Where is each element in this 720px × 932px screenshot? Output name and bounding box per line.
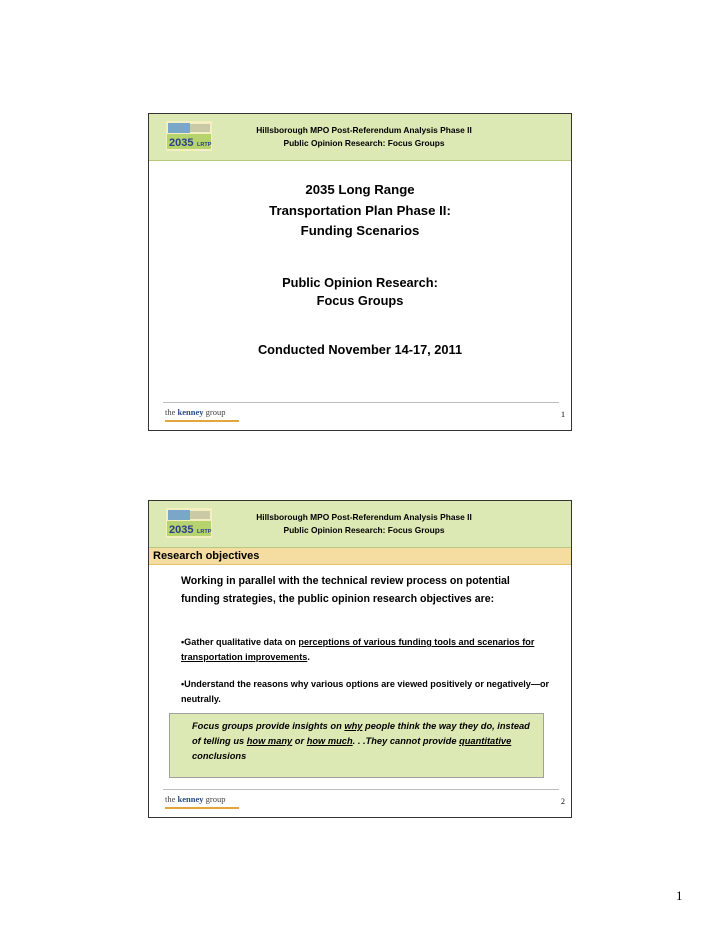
slide-page-number: 2 xyxy=(561,797,565,806)
brand-suffix: group xyxy=(203,794,226,804)
title-line: 2035 Long Range xyxy=(305,182,415,197)
brand-underline xyxy=(165,420,239,422)
bullet-text: . xyxy=(307,652,310,662)
header-title: Hillsborough MPO Post-Referendum Analysis Phase II xyxy=(256,125,472,135)
brand-suffix: group xyxy=(203,407,226,417)
section-heading: Research objectives xyxy=(149,548,571,565)
header-subtitle: Public Opinion Research: Focus Groups xyxy=(283,525,445,535)
footer-divider xyxy=(163,789,559,790)
callout-text: people think the way they do, instead of telling us xyxy=(192,721,530,746)
intro-paragraph: Working in parallel with the technical review process on potential funding strategies, the public opinion research objectives are: xyxy=(181,575,510,605)
header-title: Hillsborough MPO Post-Referendum Analysis Phase II xyxy=(256,512,472,522)
emphasis-why: why xyxy=(344,721,363,731)
bullet-item xyxy=(181,635,553,665)
brand-bold: kenney xyxy=(177,407,204,417)
brand-bold: kenney xyxy=(177,794,204,804)
slide-subtitle xyxy=(149,274,571,309)
subtitle-line: Public Opinion Research: xyxy=(282,275,438,290)
brand-underline xyxy=(165,807,239,809)
svg-text:LRTP: LRTP xyxy=(197,142,212,148)
svg-text:2035: 2035 xyxy=(169,137,194,149)
callout-text: conclusions xyxy=(192,751,247,761)
callout-text: or xyxy=(292,736,307,746)
slide-page-number: 1 xyxy=(561,410,565,419)
title-line: Funding Scenarios xyxy=(300,223,420,238)
slide-title xyxy=(149,180,571,242)
footer-divider xyxy=(163,402,559,403)
lrtp-logo-icon xyxy=(166,508,212,538)
bullet-text: •Gather qualitative data on xyxy=(181,637,299,647)
subtitle-line: Focus Groups xyxy=(316,292,404,308)
emphasis-how-much: how much xyxy=(306,736,353,746)
brand-prefix: the xyxy=(165,407,178,417)
title-line: Transportation Plan Phase II: xyxy=(269,202,451,218)
kenney-group-logo xyxy=(165,794,225,804)
sheet-page-number: 1 xyxy=(676,888,683,903)
slide-1 xyxy=(148,113,572,431)
emphasis-how-many: how many xyxy=(246,736,293,746)
conducted-date: Conducted November 14-17, 2011 xyxy=(257,342,463,357)
callout-text: Focus groups provide insights on xyxy=(192,721,345,731)
lrtp-logo-icon xyxy=(166,121,212,151)
slide-header xyxy=(149,501,571,548)
slide-header xyxy=(149,114,571,161)
emphasis-quantitative: quantitative xyxy=(459,736,512,746)
underlined-text: perceptions of various funding tools and scenarios for transportation improvements xyxy=(181,637,535,662)
brand-prefix: the xyxy=(165,794,178,804)
bullet-item: •Understand the reasons why various options are viewed positively or negatively—or neutrally. xyxy=(181,679,550,704)
header-subtitle: Public Opinion Research: Focus Groups xyxy=(283,138,445,148)
svg-text:2035: 2035 xyxy=(169,524,194,536)
callout-text: . . .They cannot provide xyxy=(352,736,460,746)
kenney-group-logo xyxy=(165,407,225,417)
svg-text:LRTP: LRTP xyxy=(197,529,212,535)
callout-box xyxy=(169,713,544,778)
slide-2 xyxy=(148,500,572,818)
